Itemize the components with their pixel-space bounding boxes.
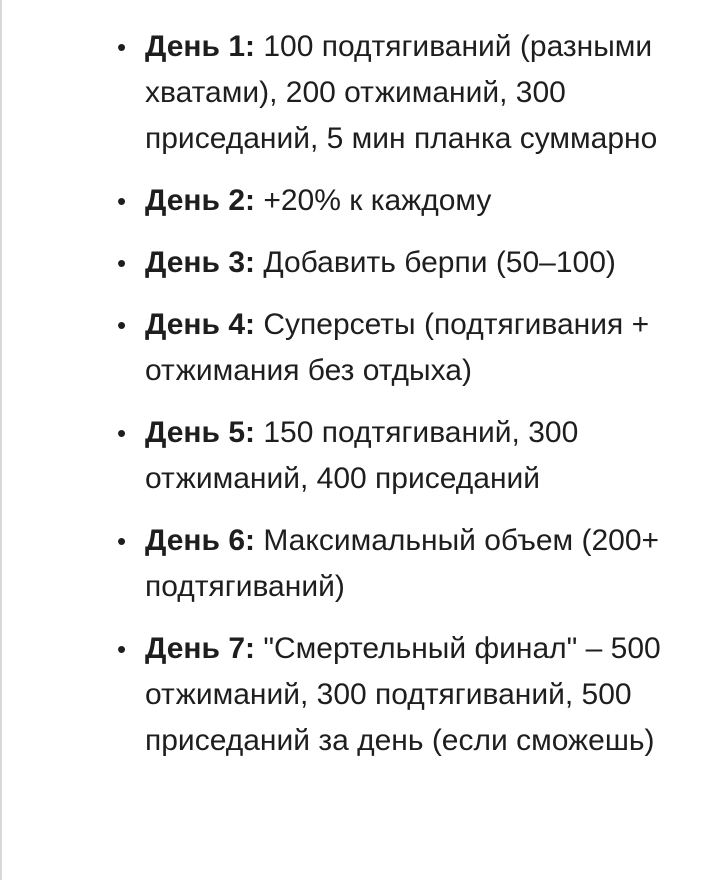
list-item-day-6 bbox=[115, 518, 695, 610]
day-label: День 1: bbox=[145, 30, 255, 63]
list-item-day-2 bbox=[115, 178, 695, 224]
bullet-icon: • bbox=[117, 248, 127, 278]
bullet-icon: • bbox=[117, 32, 127, 62]
bullet-icon: • bbox=[117, 634, 127, 664]
bullet-icon: • bbox=[117, 186, 127, 216]
day-label: День 4: bbox=[145, 308, 255, 341]
day-description: Максимальный объем (200+ подтягиваний) bbox=[145, 524, 660, 603]
day-label: День 5: bbox=[145, 416, 255, 449]
list-item-day-5 bbox=[115, 410, 695, 502]
list-item-day-7 bbox=[115, 626, 695, 764]
list-item-day-4 bbox=[115, 302, 695, 394]
bullet-icon: • bbox=[117, 526, 127, 556]
day-label: День 7: bbox=[145, 632, 255, 665]
day-description: 150 подтягиваний, 300 отжиманий, 400 приседаний bbox=[145, 416, 579, 495]
day-label: День 2: bbox=[145, 184, 255, 217]
bullet-icon: • bbox=[117, 418, 127, 448]
day-label: День 3: bbox=[145, 246, 255, 279]
day-description: Суперсеты (подтягивания + отжимания без отдыха) bbox=[145, 308, 650, 387]
day-description: "Смертельный финал" – 500 отжиманий, 300 подтягиваний, 500 приседаний за день (если сможешь) bbox=[145, 632, 661, 757]
day-label: День 6: bbox=[145, 524, 255, 557]
day-description: Добавить берпи (50–100) bbox=[263, 246, 616, 279]
bullet-icon: • bbox=[117, 310, 127, 340]
list-item-day-1 bbox=[115, 24, 695, 162]
day-description: +20% к каждому bbox=[263, 184, 492, 217]
left-edge-divider bbox=[0, 0, 2, 880]
day-description: 100 подтягиваний (разными хватами), 200 отжиманий, 300 приседаний, 5 мин планка суммарно bbox=[145, 30, 658, 155]
list-item-day-3 bbox=[115, 240, 695, 286]
workout-plan-list bbox=[115, 24, 695, 780]
